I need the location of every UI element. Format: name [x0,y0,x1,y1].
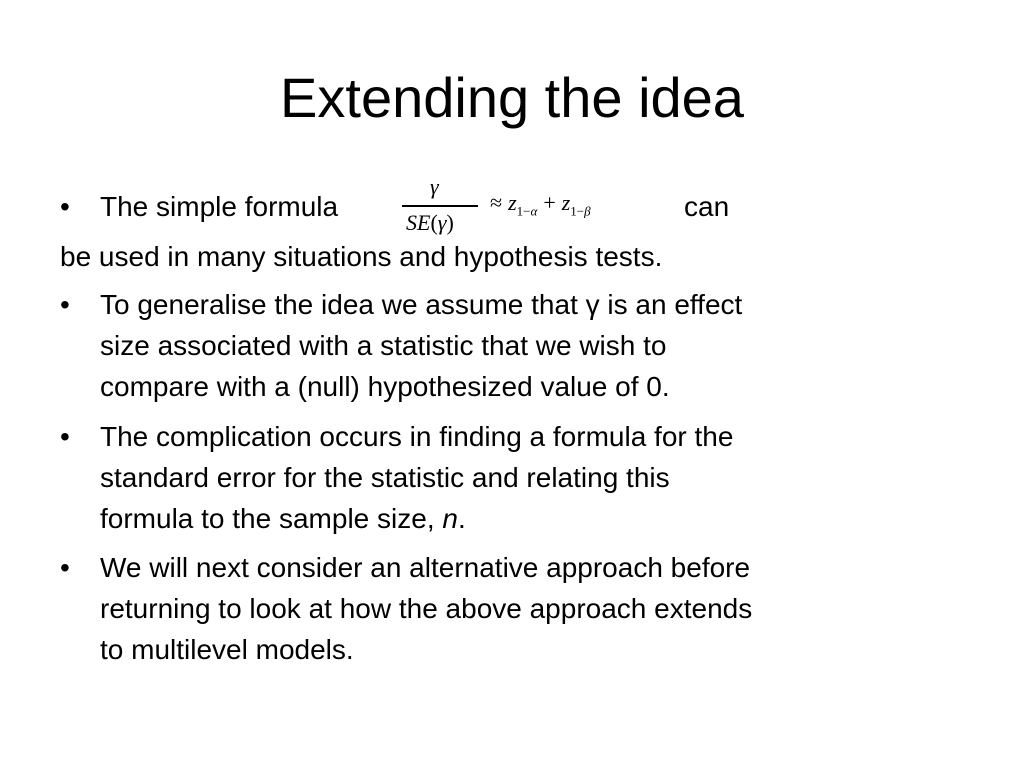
fraction-bar [402,205,478,207]
formula-rhs: ≈ $z_{1-\alpha} + z_{1-\beta}$ [490,190,591,219]
variable-n: n [442,503,458,534]
bullet-marker: • [60,289,70,320]
intro-continuation: be used in many situations and hypothesis tests. [60,241,663,272]
bullet-3-line-2: returning to look at how the above approach extends [100,593,753,624]
formula [398,172,638,242]
bullet-1-line-1: To generalise the idea we assume that γ is an effect [100,289,743,320]
bullet-2-line-3: formula to the sample size, n. [100,503,466,534]
bullet-2-line-2: standard error for the statistic and relating this [100,462,670,493]
bullet-2-line-1: The complication occurs in finding a formula for the [100,421,734,452]
bullet-1-line-2: size associated with a statistic that we wish to [100,330,667,361]
formula-numerator: γ [430,174,439,199]
intro-text-after: can [684,191,730,222]
bullet-marker: • [60,552,70,583]
formula-denominator: SE(γ) [406,210,454,235]
bullet-marker: • [60,421,70,452]
slide-title: Extending the idea [280,66,744,129]
intro-text-before: The simple formula [100,191,339,222]
bullet-3-line-3: to multilevel models. [100,634,354,665]
bullet-1-line-3: compare with a (null) hypothesized value of 0. [100,371,670,402]
bullet-marker: • [60,191,70,222]
bullet-3-line-1: We will next consider an alternative approach before [100,552,751,583]
